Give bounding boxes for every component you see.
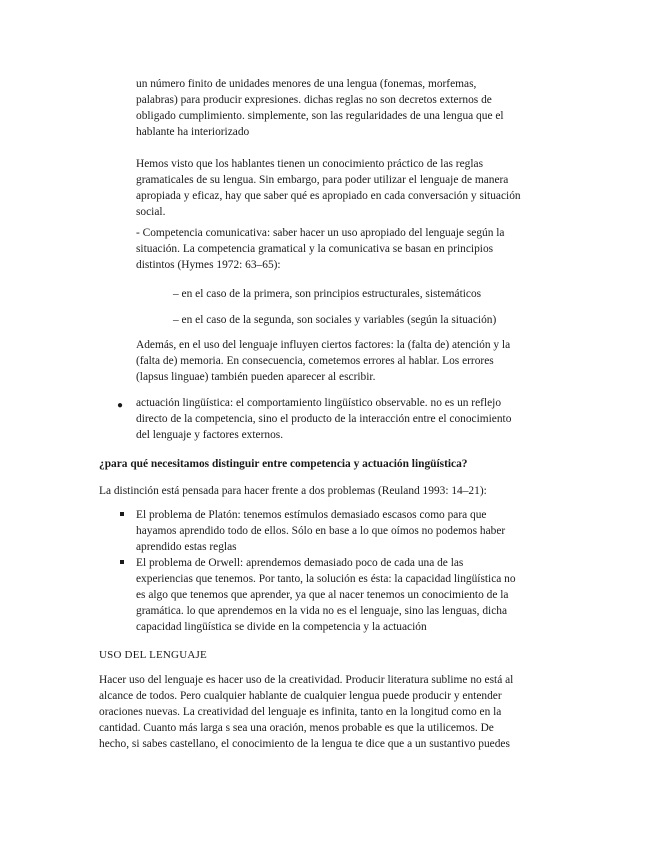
text-line: (falta de) memoria. En consecuencia, cometemos errores al hablar. Los errores	[136, 355, 494, 367]
paragraph-distincion: La distinción está pensada para hacer frente a dos problemas (Reuland 1993: 14–21):	[99, 485, 487, 497]
text-line: hecho, si sabes castellano, el conocimiento de la lengua te dice que a un sustantivo puedes	[99, 738, 510, 750]
list-item-orwell	[136, 555, 556, 635]
text-line: - Competencia comunicativa: saber hacer un uso apropiado del lenguaje según la	[136, 227, 505, 239]
text-line: un número finito de unidades menores de una lengua (fonemas, morfemas,	[136, 78, 477, 90]
section-heading-uso: USO DEL LENGUAJE	[99, 649, 207, 661]
paragraph-factores	[136, 337, 556, 385]
text-line: alcance de todos. Pero cualquier hablante de cualquier lengua puede producir y entender	[99, 690, 502, 702]
text-line: Hemos visto que los hablantes tienen un conocimiento práctico de las reglas	[136, 158, 484, 170]
text-line: oraciones nuevas. La creatividad del lenguaje es infinita, tanto en la longitud como en la	[99, 706, 502, 718]
bullet-item-actuacion	[117, 395, 556, 443]
square-bullet-icon	[120, 560, 124, 564]
paragraph-competencia-comunicativa	[136, 225, 556, 273]
text-line: capacidad lingüística se divide en la competencia y la actuación	[136, 621, 427, 633]
text-line: El problema de Orwell: aprendemos demasiado poco de cada una de las	[136, 557, 464, 569]
text-line: actuación lingüística: el comportamiento lingüístico observable. no es un reflejo	[136, 397, 502, 409]
text-line: Además, en el uso del lenguaje influyen ciertos factores: la (falta de) atención y la	[136, 339, 511, 351]
text-line: obligado cumplimiento. simplemente, son las regularidades de una lengua que el	[136, 110, 504, 122]
problems-list	[136, 507, 556, 635]
text-line: es algo que tenemos que aprender, ya que al nacer tenemos un conocimiento de la	[136, 589, 509, 601]
section-question-heading: ¿para qué necesitamos distinguir entre competencia y actuación lingüística?	[99, 458, 468, 470]
square-bullet-icon	[120, 512, 124, 516]
paragraph-reglas	[136, 76, 556, 140]
text-line: gramática. lo que aprendemos en la vida no es el lenguaje, sino las lenguas, dicha	[136, 605, 508, 617]
text-line: directo de la competencia, sino el producto de la interacción entre el conocimiento	[136, 413, 512, 425]
text-line: distintos (Hymes 1972: 63–65):	[136, 259, 281, 271]
text-line: hayamos aprendido todo de ellos. Sólo en base a lo que oímos no podemos haber	[136, 525, 506, 537]
text-line: del lenguaje y factores externos.	[136, 429, 284, 441]
text-line: (lapsus linguae) también pueden aparecer al escribir.	[136, 371, 376, 383]
text-line: El problema de Platón: tenemos estímulos demasiado escasos como para que	[136, 509, 487, 521]
text-line: situación. La competencia gramatical y la comunicativa se basan en principios	[136, 243, 494, 255]
paragraph-conocimiento-practico	[136, 156, 556, 220]
text-line: gramaticales de su lengua. Sin embargo, para poder utilizar el lenguaje de manera	[136, 174, 509, 186]
paragraph-creatividad	[99, 672, 561, 752]
text-line: social.	[136, 206, 166, 218]
dash-item-primera: – en el caso de la primera, son principios estructurales, sistemáticos	[173, 288, 482, 300]
text-line: hablante ha interiorizado	[136, 126, 250, 138]
list-item-platon	[136, 507, 556, 555]
text-line: apropiada y eficaz, hay que saber qué es apropiado en cada conversación y situación	[136, 190, 521, 202]
bullet-icon: ●	[117, 400, 124, 411]
text-line: palabras) para producir expresiones. dichas reglas no son decretos externos de	[136, 94, 492, 106]
text-line: Hacer uso del lenguaje es hacer uso de la creatividad. Producir literatura sublime no está al	[99, 674, 514, 686]
dash-item-segunda: – en el caso de la segunda, son sociales y variables (según la situación)	[173, 314, 497, 326]
text-line: experiencias que tenemos. Por tanto, la solución es ésta: la capacidad lingüística no	[136, 573, 516, 585]
text-line: aprendido estas reglas	[136, 541, 237, 553]
text-line: cantidad. Cuanto más larga s sea una oración, menos probable es que la utilicemos. De	[99, 722, 494, 734]
